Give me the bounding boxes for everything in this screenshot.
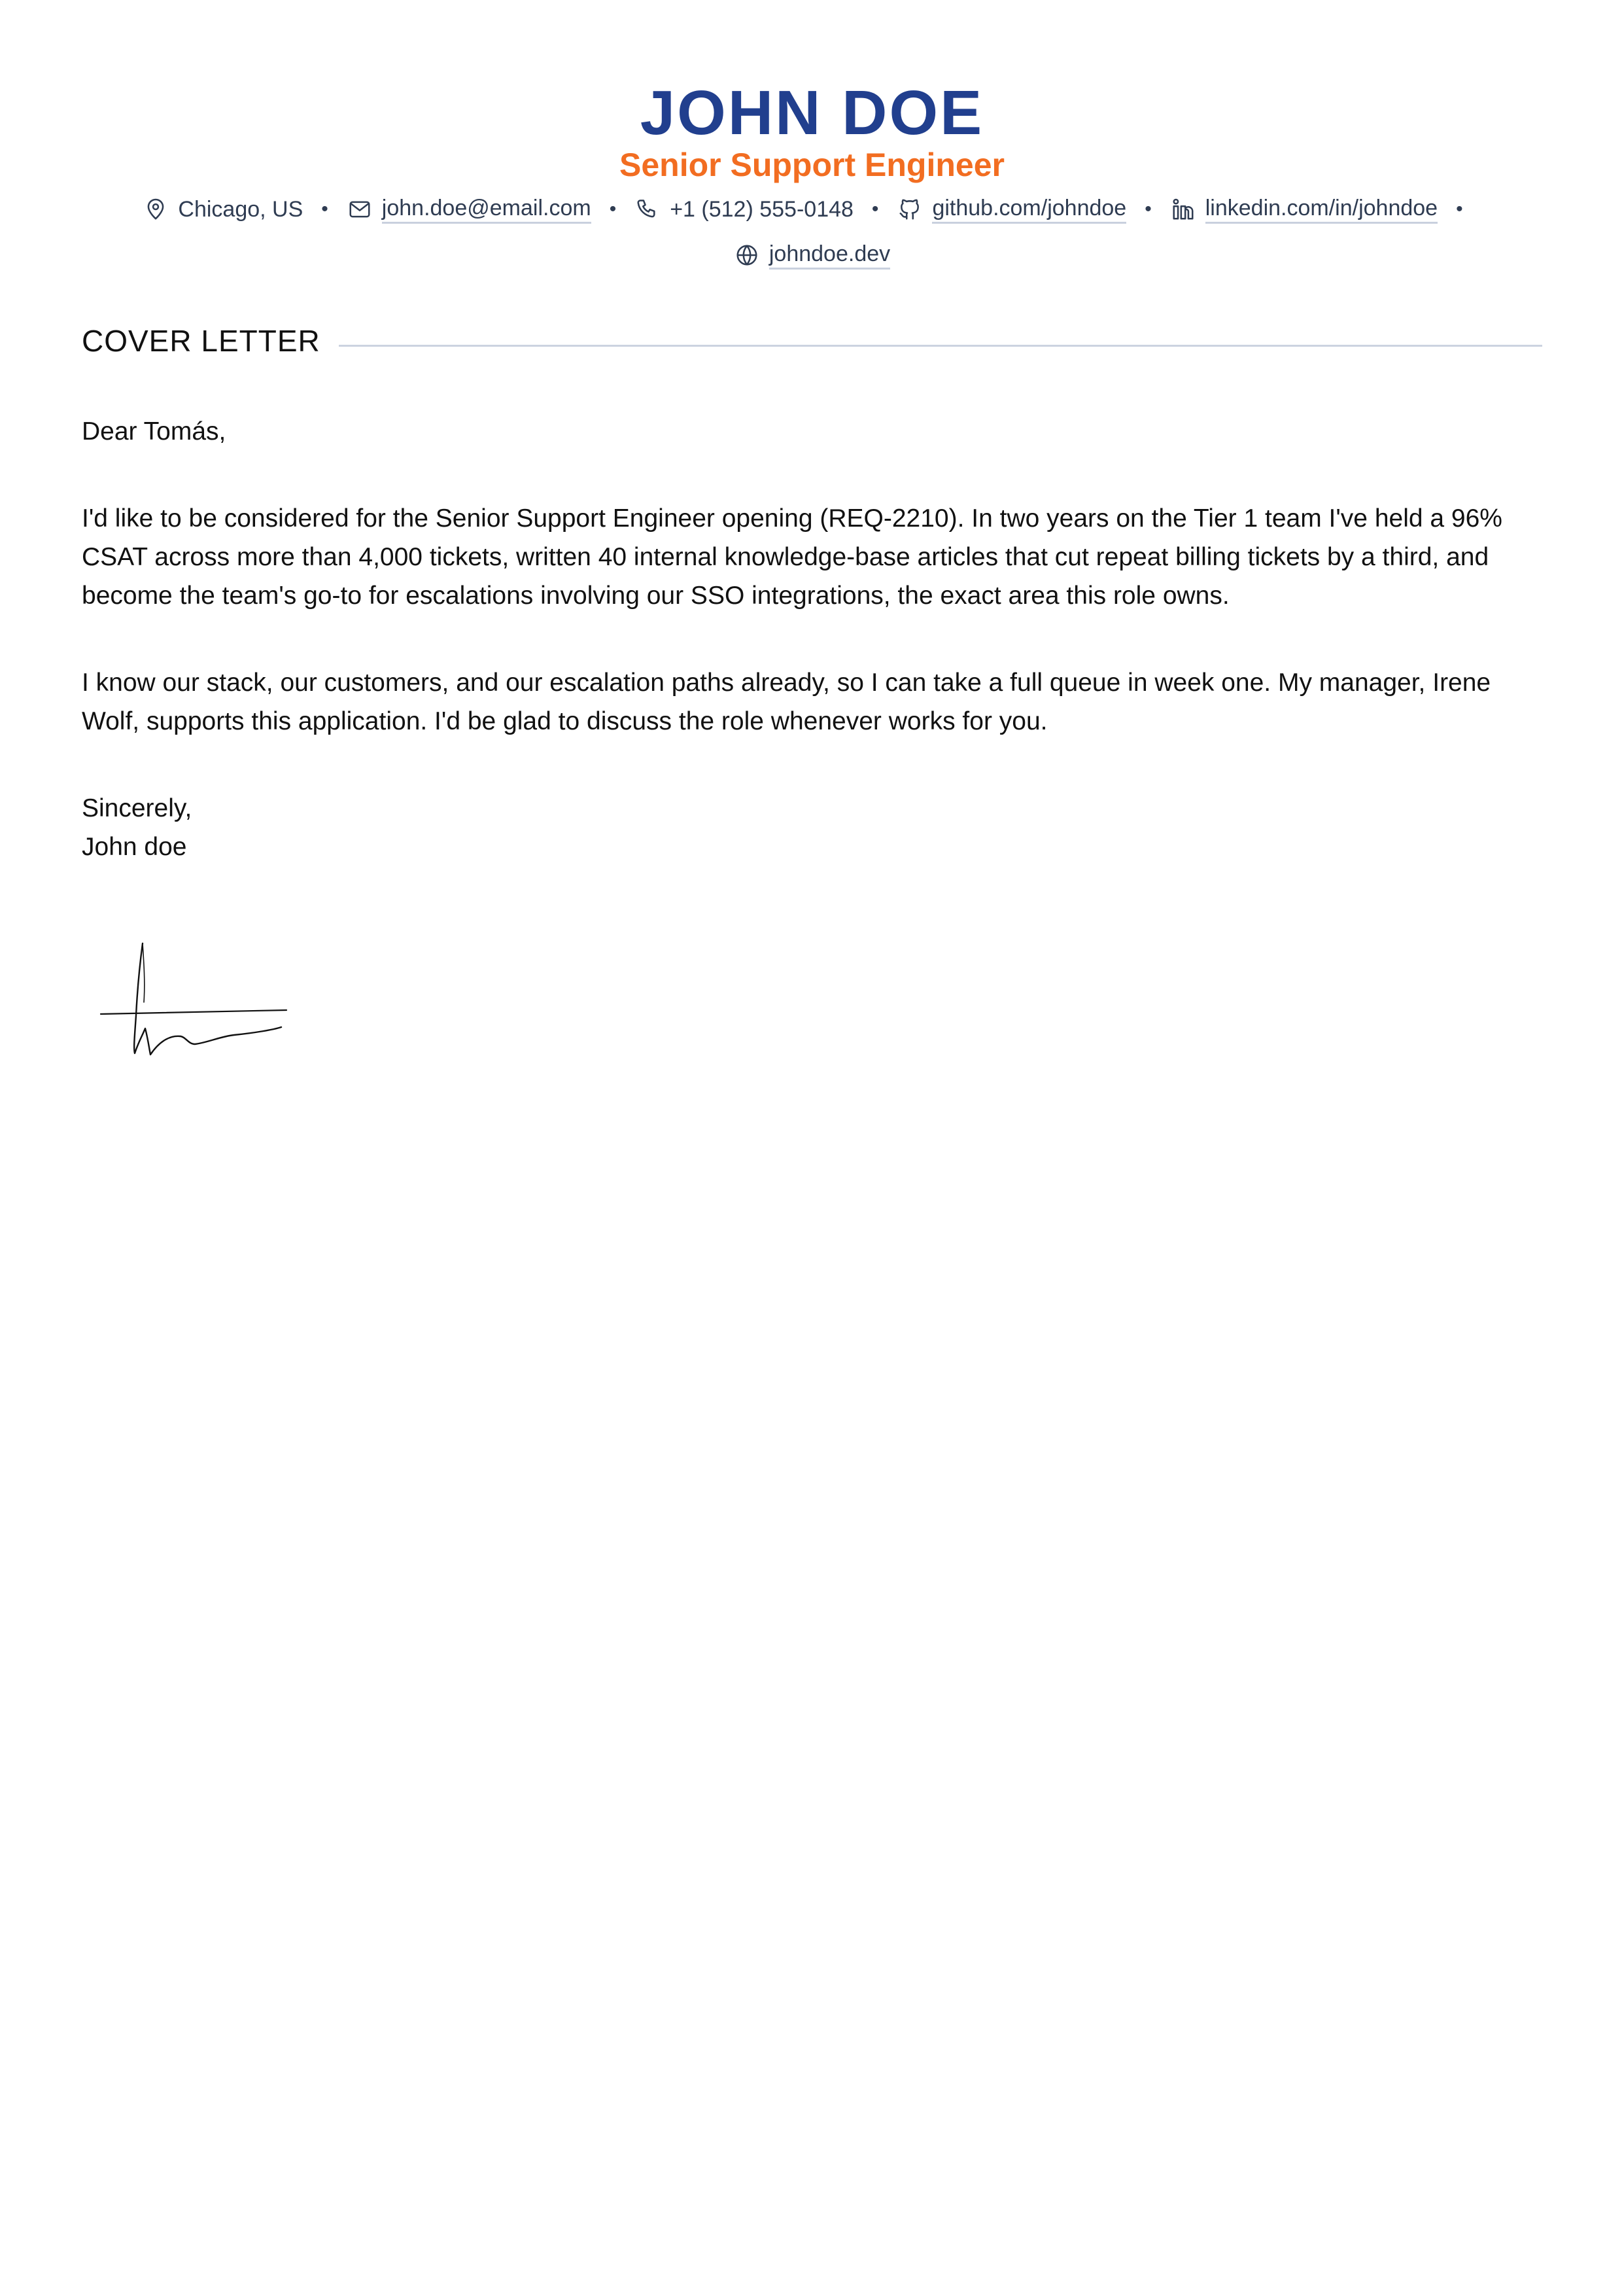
linkedin-icon [1170, 196, 1196, 222]
mail-icon [347, 196, 373, 222]
contact-email[interactable] [347, 195, 591, 224]
contact-phone-text: +1 (512) 555-0148 [670, 197, 854, 222]
map-pin-icon [143, 196, 169, 222]
letter-paragraph: I know our stack, our customers, and our escalation paths already, so I can take a full queue in week one. My manager, Irene Wolf, supports this application. I'd be glad to discuss the role whenever works for you. [82, 669, 1491, 735]
contact-bar [82, 195, 1542, 270]
contact-github-link[interactable]: github.com/johndoe [932, 195, 1126, 224]
letter-salutation: Dear Tomás, [82, 417, 226, 446]
phone-icon [634, 196, 661, 222]
contact-separator: • [871, 198, 879, 220]
contact-website[interactable] [734, 241, 890, 270]
section-divider [339, 345, 1542, 347]
letter-signoff-name: John doe [82, 833, 187, 861]
contact-separator: • [1456, 198, 1463, 220]
contact-github[interactable] [897, 195, 1126, 224]
contact-phone [634, 196, 854, 222]
contact-linkedin-link[interactable]: linkedin.com/in/johndoe [1205, 195, 1438, 224]
letter-body [82, 412, 1542, 866]
section-header [82, 323, 1542, 359]
section-title: COVER LETTER [82, 324, 320, 358]
candidate-title: Senior Support Engineer [619, 147, 1005, 183]
contact-location [143, 196, 303, 222]
letter-closing: Sincerely, [82, 794, 192, 822]
letter-paragraph: I'd like to be considered for the Senior Support Engineer opening (REQ-2210). In two years on the Tier 1 team I've held a 96% CSAT across more than 4,000 tickets, written 40 internal knowledge-base articles that cut repeat billing tickets by a third, and become the team's go-to for escalations involving our SSO integrations, the exact area this role owns. [82, 504, 1502, 610]
contact-website-link[interactable]: johndoe.dev [769, 241, 890, 270]
contact-separator: • [321, 198, 328, 220]
contact-location-text: Chicago, US [178, 197, 303, 222]
contact-linkedin[interactable] [1170, 195, 1438, 224]
candidate-name: JOHN DOE [640, 78, 984, 148]
globe-icon [734, 242, 760, 268]
contact-separator: • [609, 198, 617, 220]
github-icon [897, 196, 923, 222]
contact-separator: • [1145, 198, 1152, 220]
handwritten-signature [97, 937, 293, 1068]
contact-email-link[interactable]: john.doe@email.com [382, 195, 591, 224]
